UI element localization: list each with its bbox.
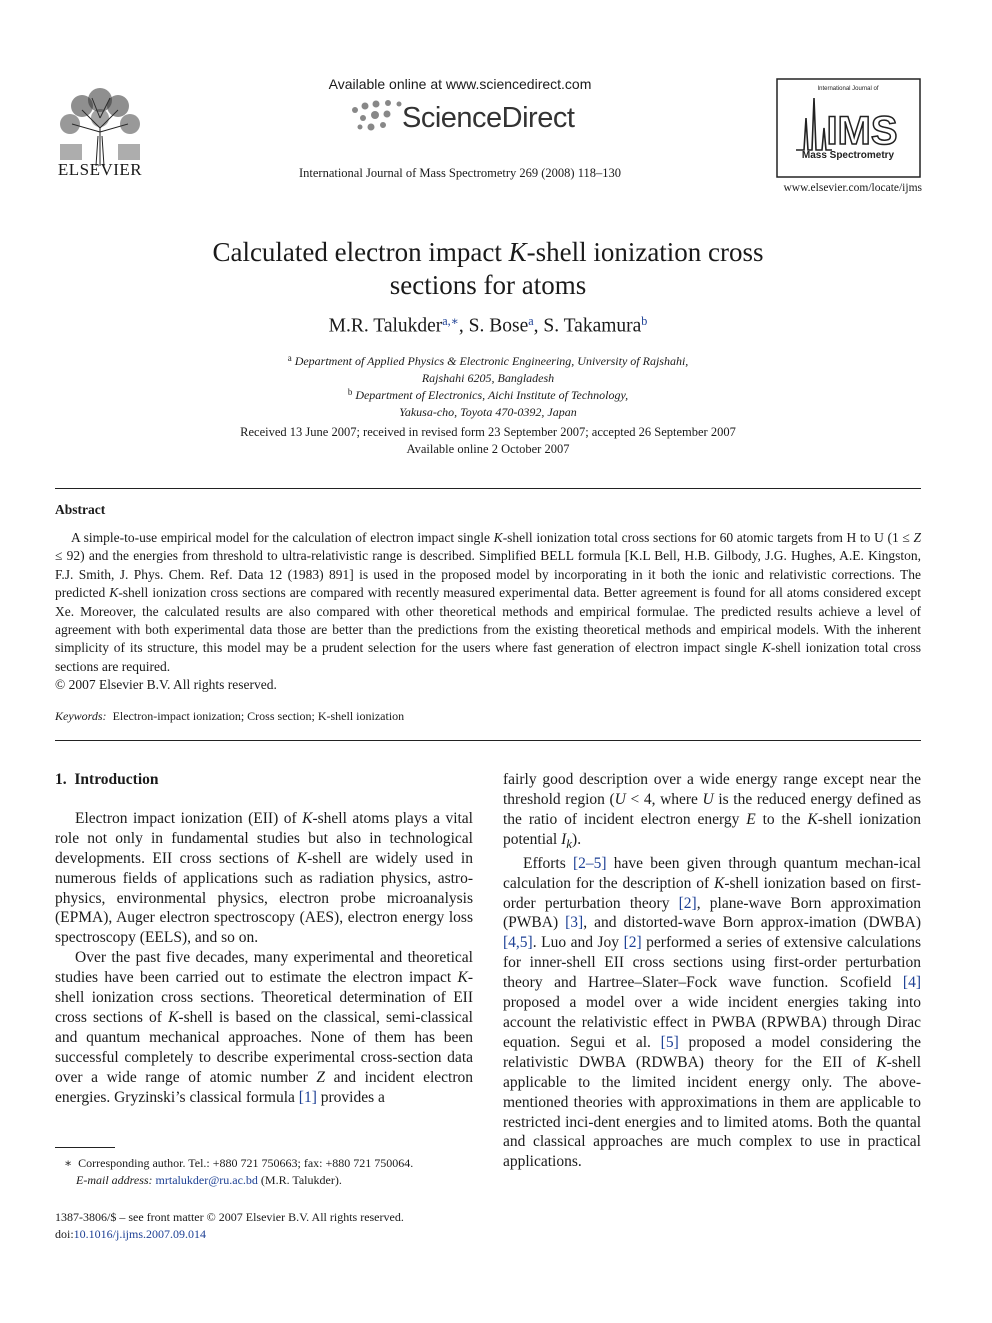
paragraph: fairly good description over a wide energy range except near the threshold region (U < 4, where U is the reduced energy defined as the ratio of incident electron energy E to the K-shell ionization potential $I_k$). [503, 771, 922, 851]
citation-link: [3] [565, 914, 584, 932]
received-dates: Received 13 June 2007; received in revised form 23 September 2007; accepted 26 September 2007 [240, 425, 736, 439]
footnote-rule [55, 1147, 115, 1148]
section-heading-introduction: 1. Introduction [55, 771, 159, 788]
affiliation-a: $^a$ Department of Applied Physics & Electronic Engineering, University of Rajshahi, Rajshahi 6205, Bangladesh [287, 353, 689, 385]
front-matter-info: 1387-3806/$ – see front matter © 2007 Elsevier B.V. All rights reserved. doi:10.1016/j.ijms.2007.09.014 [55, 1210, 404, 1241]
paragraph: Electron impact ionization (EII) of K-shell atoms plays a vital role not only in fundamental studies but also in technological developments. EII cross sections of K-shell are widely used in numerous fields of applications such as radiation physics, astro-physics, environmental physics, electron probe microanalysis (EPMA), Auger electron spectroscopy (AES), electron energy loss spectroscopy (EELS), and so on. [55, 809, 473, 947]
author-name: S. Takamura [543, 315, 642, 337]
keywords-list: Electron-impact ionization; Cross section; K-shell ionization [112, 709, 405, 723]
keywords-line [55, 709, 404, 724]
citation-link: [5] [660, 1033, 679, 1051]
svg-text:IMS: IMS [826, 109, 898, 153]
available-date: Available online 2 October 2007 [406, 441, 570, 456]
author-email-link[interactable]: mrtalukder@ru.ac.bd [155, 1172, 258, 1187]
keywords-label: Keywords: [55, 709, 107, 723]
ims-logo-subtitle: International Journal of [817, 86, 879, 92]
citation-link: [2] [623, 934, 642, 952]
author-name: M.R. Talukder [328, 315, 443, 337]
author-list: M.R. Talukder$^{a,∗}$, S. Bose$^a$, S. Takamura$^b$ [328, 314, 648, 337]
article-title: Calculated electron impact K-shell ionization cross sections for atoms [212, 237, 764, 300]
affiliation-b: $^b$ Department of Electronics, Aichi Institute of Technology, Yakusa-cho, Toyota 470-0392, Japan [347, 387, 629, 419]
article-history [120, 424, 856, 457]
paragraph: Efforts [2–5] have been given through quantum mechan-ical calculation for the description of K-shell ionization based on first-order perturbation theory [2], plane-wave Born approximation (PWBA) [3], and distorted-wave Born approx-imation (DWBA) [4,5]. Luo and Joy [2] performed a series of extensive calculations for inner-shell EII cross sections using first-order perturbation theory and Hartree–Slater–Fock wave function. Scofield [4] proposed a model over a wide incident energies taking into account the relativistic effect in PWBA (RPWBA) through Dirac equation. Segui et al. [5] proposed a model considering the relativistic DWBA (RDWBA) theory for the EII of K-shell applicable to the limited incident energy only. The above-mentioned theories with approximations in them are applicable to restricted inci-dent energies and to limited atoms. Both the quantal and classical approaches are much complex to use in practical applications. [503, 854, 921, 1171]
ims-logo-title: Mass Spectrometry [801, 150, 895, 161]
doi-link[interactable]: 10.1016/j.ijms.2007.09.014 [73, 1226, 207, 1241]
publisher-name: ELSEVIER [57, 160, 143, 179]
citation-link: [2] [678, 894, 697, 912]
citation-link: [1] [298, 1088, 317, 1106]
author-affiliation-marks[interactable]: a [528, 314, 534, 328]
citation-link: [4,5] [503, 934, 533, 952]
author-affiliation-marks[interactable]: a,∗ [442, 314, 459, 328]
author-affiliation-marks[interactable]: b [641, 314, 648, 328]
issn-line: 1387-3806/$ – see front matter © 2007 Elsevier B.V. All rights reserved. [55, 1210, 404, 1224]
body-column-left [55, 770, 473, 1108]
author-name: S. Bose [468, 315, 529, 337]
paragraph: Over the past five decades, many experimental and theoretical studies have been carried out to estimate the electron impact K-shell ionization cross sections. Theoretical determination of EII cross sections of K-shell is based on the classical, semi-classical and quantum mechanical approaches. None of them has been successful completely to describe experimental cross-section data over a wide range of atomic number Z and incident electron energies. Gryzinski’s classical formula [1] provides a [55, 949, 473, 1106]
abstract-heading: Abstract [55, 502, 106, 517]
asterisk-mark: ∗ [64, 1156, 73, 1170]
citation-link: [4] [902, 974, 921, 992]
divider-bottom [55, 740, 921, 741]
abstract-copyright: © 2007 Elsevier B.V. All rights reserved. [55, 677, 277, 692]
corresponding-author-footnote: ∗ Corresponding author. Tel.: +880 721 750663; fax: +880 721 750064. E-mail address: mrtalukder@ru.ac.bd (M.R. Talukder). [64, 1156, 414, 1187]
ims-journal-logo [776, 78, 921, 178]
sciencedirect-wordmark: ScienceDirect [402, 102, 575, 134]
divider-top [55, 488, 921, 489]
citation-link: [2–5] [572, 854, 607, 872]
abstract-text: A simple-to-use empirical model for the calculation of electron impact single K-shell ionization total cross sections for 60 atomic targets from H to U (1 ≤ Z ≤ 92) and the energies from threshold to ultra-relativistic range is described. Simplified BELL formula [K.L Bell, H.B. Gilbody, J.G. Hughes, A.E. Kingston, F.J. Smith, J. Phys. Chem. Ref. Data 12 (1983) 891] is used in the proposed model by incorporating in it both the ionic and relativistic corrections. The predicted K-shell ionization cross sections are compared with recently measured experimental data. Better agreement is found for all atoms considered except Xe. Moreover, the calculated results are also compared with other theoretical methods and empirical formulae. The predicted results achieve a level of agreement with both experimental data those are better than the predictions from the existing theoretical methods and empirical models. With the inherent simplicity of its structure, this model may be a prudent selection for the users where fast generation of electron impact single K-shell ionization total cross sections are required. [55, 530, 921, 674]
journal-homepage-link[interactable]: www.elsevier.com/locate/ijms [783, 182, 922, 194]
journal-citation: International Journal of Mass Spectrometry 269 (2008) 118–130 [298, 166, 622, 180]
body-column-right [503, 770, 921, 1172]
available-online-text: Available online at www.sciencedirect.com [328, 76, 592, 92]
